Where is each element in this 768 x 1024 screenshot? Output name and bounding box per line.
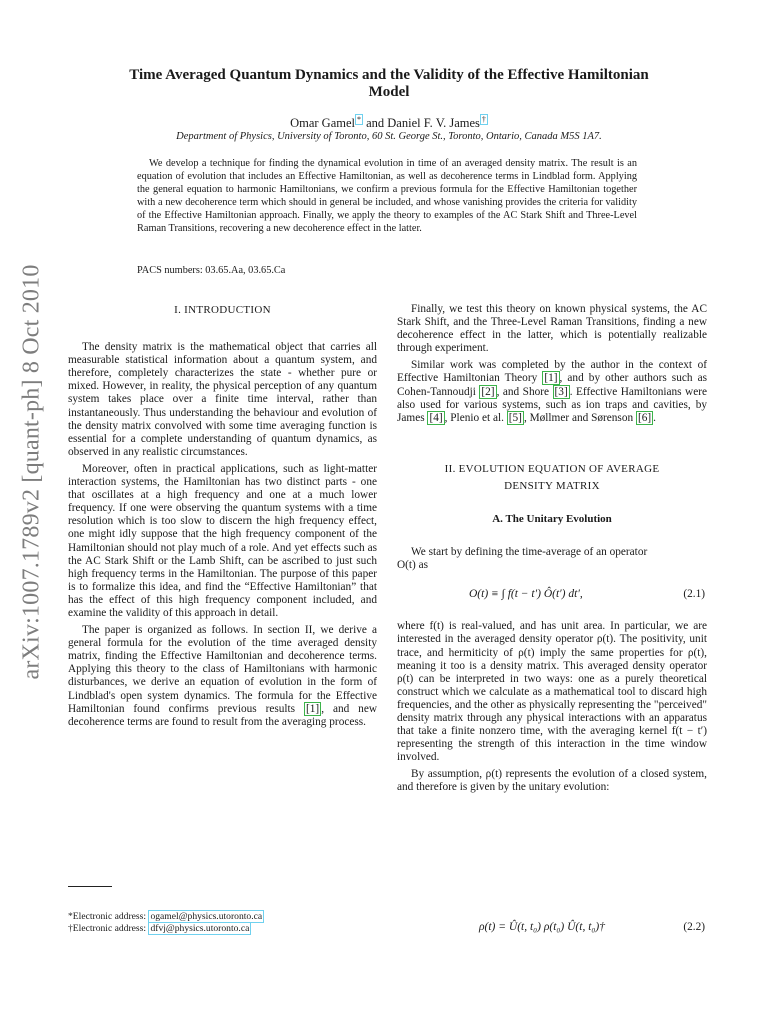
- left-column: [68, 304, 377, 733]
- author-line: [70, 115, 708, 131]
- affiliation: Department of Physics, University of Toronto, 60 St. George St., Toronto, Ontario, Canada M5S 1A7.: [176, 131, 602, 142]
- footnote-2-label: †Electronic address:: [68, 923, 149, 934]
- citation-link-6[interactable]: [6]: [637, 411, 652, 424]
- citation-link-4[interactable]: [4]: [429, 411, 443, 424]
- author-and: and Daniel F. V. James: [366, 116, 480, 131]
- rp2-text-g: .: [653, 411, 656, 424]
- title-line-2: Model: [368, 84, 410, 100]
- equation-2-1-number: (2.1): [683, 588, 705, 601]
- subsection-a-heading: A. The Unitary Evolution: [492, 513, 612, 526]
- title-line-1: Time Averaged Quantum Dynamics and the Validity of the Effective Hamiltonian: [129, 67, 649, 83]
- section-1-heading: I. INTRODUCTION: [174, 304, 271, 316]
- rp2-text-a: Similar work was completed by the author in the context of Effective Hamiltonian Theory: [397, 359, 707, 385]
- equation-2-1: [397, 576, 707, 620]
- email-link-2[interactable]: dfvj@physics.utoronto.ca: [150, 923, 250, 934]
- intro-paragraph-1: The density matrix is the mathematical object that carries all measurable statistical information about a quantum system, and therefore, completely characterizes the state - whether pure or mixed. However, in reality, the physical perception of any quantum system takes place over a finite time interval, rather than instantaneously. Thus understanding the behaviour and evolution of the density matrix convolved with some time averaging function is essential for a complete understanding of quantum dynamics, as observed in any realistic circumstances.: [68, 341, 377, 458]
- right-paragraph-1: Finally, we test this theory on known physical systems, the AC Stark Shift, and the Three-Level Raman Transitions, finding a new decoherence effect in the latter, which is potentially realizable through experiment.: [397, 303, 707, 355]
- intro-paragraph-3: [68, 624, 377, 729]
- author-2-footnote-link[interactable]: †: [481, 115, 486, 124]
- citation-link-3[interactable]: [3]: [554, 385, 568, 398]
- rp2-text-f: , Møllmer and Sørenson: [523, 411, 636, 424]
- right-column: [397, 303, 707, 799]
- citation-link-1[interactable]: [1]: [306, 702, 320, 715]
- footnote-rule: [68, 886, 112, 887]
- rp3-operator: O(t) as: [397, 559, 429, 572]
- author-1: Omar Gamel: [290, 116, 355, 131]
- intro-p3-text-a: The paper is organized as follows. In section II, we derive a general formula for the evolution of the time averaged density matrix, finding the Effective Hamiltonian and decoherence terms. Applying this theory to the class of Hamiltonians with harmonic disturbances, we derive an equation of evolution in the form of Lindblad's open system dynamics. The formula for the Effective Hamiltonian found confirms previous results: [68, 624, 377, 715]
- arxiv-identifier: arXiv:1007.1789v2 [quant-ph] 8 Oct 2010: [18, 264, 45, 680]
- intro-paragraph-2: Moreover, often in practical applications, such as light-matter interaction systems, the Hamiltonian has two distinct parts - one that oscillates at a high frequency and one at a much lower frequency. If one were observing the quantum systems with a time resolution which is too slow to discern the high frequency effect, one might idly suppose that the high frequency component of the Hamiltonian should not play much of a role. And yet effects such as the AC Stark Shift or the Lamb Shift, can be ascribed to just such high frequency terms in the Hamiltonian. The purpose of this paper is to formalize this idea, and find the “Effective Hamiltonian” that has the effect of this high frequency component included, and examine the validity of this approach in detail.: [68, 462, 377, 619]
- rp2-text-c: , and Shore: [496, 385, 553, 398]
- abstract: We develop a technique for finding the dynamical evolution in time of an averaged density matrix. The result is an equation of evolution that includes an Effective Hamiltonian, as well as decoherence terms in Lindblad form. Applying the general equation to harmonic Hamiltonians, we confirm a previous formula for the Effective Hamiltonian together with a new decoherence term which should in general be included, and whose vanishing provides the criteria for validity of the Effective Hamiltonian approach. Finally, we apply the theory to examples of the AC Stark Shift and Three-Level Raman Transitions, recovering a new decoherence effect in the latter.: [137, 158, 637, 235]
- section-2-heading-line-2: DENSITY MATRIX: [504, 479, 600, 492]
- footnote-1-label: *Electronic address:: [68, 911, 149, 922]
- equation-2-2: [397, 921, 707, 939]
- equation-2-2-number: (2.2): [683, 921, 705, 933]
- rp3-text: We start by defining the time-average of an operator: [411, 546, 648, 559]
- footnote-1: [68, 911, 264, 922]
- citation-link-2[interactable]: [2]: [481, 385, 495, 398]
- rp2-text-b: , and by other authors such as Cohen-Tannoudji: [397, 372, 707, 398]
- arxiv-sidebar-id: [8, 262, 56, 682]
- citation-link-1b[interactable]: [1]: [544, 372, 558, 385]
- equation-2-1-body: O(t) ≡ ∫ f(t − t′) Ô(t′) dt′,: [469, 588, 583, 601]
- section-2-heading-line-1: II. EVOLUTION EQUATION OF AVERAGE: [444, 462, 660, 475]
- rp2-text-d: . Effective Hamiltonians were also used for various systems, such as ion traps and cavities, by James: [397, 385, 707, 424]
- right-paragraph-3: [397, 546, 707, 572]
- citation-link-5[interactable]: [5]: [508, 411, 522, 424]
- equation-2-2-body: ρ(t) = Û(t, t₀) ρ(t₀) Û(t, t₀)†: [479, 921, 605, 933]
- rp2-text-e: , Plenio et al.: [444, 411, 507, 424]
- intro-p3-text-b: , and new decoherence terms are found to result from the averaging process.: [68, 702, 378, 728]
- right-paragraph-4: where f(t) is real-valued, and has unit area. In particular, we are interested in the averaged density operator ρ(t). The positivity, unit trace, and hermiticity of ρ(t) imply the same properties for ρ(t), meaning it too is a density matrix. This averaged density operator ρ(t) can be interpreted in two ways: one as a purely theoretical construct which we calculate as a mathematical tool to discard high frequencies, and the other as physically representing the "perceived" density matrix through any physical interactions with an apparatus that take a finite nonzero time, with the averaging kernel f(t − t′) representing the strength of this interaction in the time window involved.: [397, 620, 707, 764]
- right-paragraph-2: [397, 359, 707, 424]
- email-link-1[interactable]: ogamel@physics.utoronto.ca: [150, 911, 263, 922]
- pacs-numbers: PACS numbers: 03.65.Aa, 03.65.Ca: [137, 265, 286, 276]
- footnote-2: [68, 923, 251, 934]
- paper-title: [70, 67, 708, 101]
- right-paragraph-5: By assumption, ρ(t) represents the evolution of a closed system, and therefore is given by the unitary evolution:: [397, 768, 707, 794]
- author-1-footnote-link[interactable]: *: [356, 115, 361, 124]
